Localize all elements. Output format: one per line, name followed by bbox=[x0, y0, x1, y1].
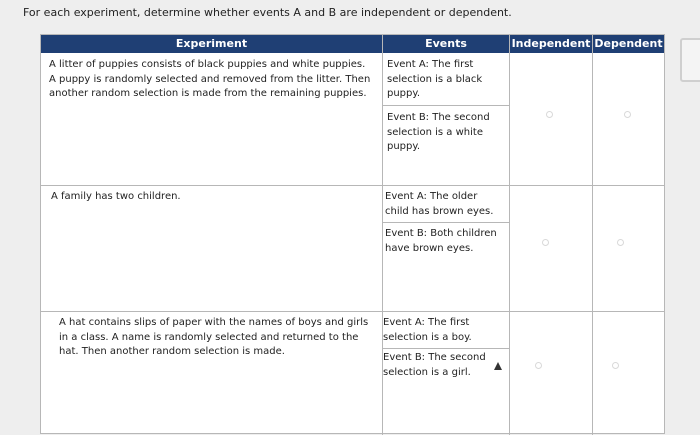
experiment-text-3: A hat contains slips of paper with the names of boys and girls in a class. A name is randomly selected and returned to the hat. Then another random selection is made. bbox=[59, 317, 369, 357]
event-divider bbox=[383, 348, 509, 349]
dependent-radio-1[interactable] bbox=[624, 111, 631, 118]
side-panel-tab[interactable] bbox=[680, 38, 700, 82]
grid-line bbox=[509, 35, 510, 435]
dependent-radio-2[interactable] bbox=[617, 239, 624, 246]
header-experiment: Experiment bbox=[41, 35, 382, 53]
header-independent: Independent bbox=[510, 35, 592, 53]
row-divider bbox=[41, 185, 664, 186]
event-b-text-1: Event B: The second selection is a white puppy. bbox=[387, 112, 490, 152]
header-events: Events bbox=[383, 35, 509, 53]
independent-radio-3[interactable] bbox=[535, 362, 542, 369]
event-a-text-3: Event A: The first selection is a boy. bbox=[383, 317, 472, 343]
event-b-text-2: Event B: Both children have brown eyes. bbox=[385, 228, 497, 254]
event-a-text-1: Event A: The first selection is a black puppy. bbox=[387, 59, 483, 99]
event-a-text-2: Event A: The older child has brown eyes. bbox=[385, 191, 494, 217]
dependent-radio-3[interactable] bbox=[612, 362, 619, 369]
event-divider bbox=[383, 222, 509, 223]
instructions-text: For each experiment, determine whether events A and B are independent or dependent. bbox=[23, 6, 512, 19]
event-b-text-3: Event B: The second selection is a girl. bbox=[383, 352, 486, 378]
experiment-text-2: A family has two children. bbox=[51, 191, 181, 202]
independent-radio-2[interactable] bbox=[542, 239, 549, 246]
grid-line bbox=[592, 35, 593, 435]
independent-radio-1[interactable] bbox=[546, 111, 553, 118]
header-dependent: Dependent bbox=[593, 35, 664, 53]
mouse-cursor-icon bbox=[494, 362, 502, 370]
experiment-table bbox=[40, 34, 665, 434]
experiment-text-1: A litter of puppies consists of black puppies and white puppies. A puppy is randomly selected and removed from the litter. Then another random selection is made from the remaining puppies. bbox=[49, 59, 371, 99]
row-divider bbox=[41, 311, 664, 312]
event-divider bbox=[383, 105, 509, 106]
